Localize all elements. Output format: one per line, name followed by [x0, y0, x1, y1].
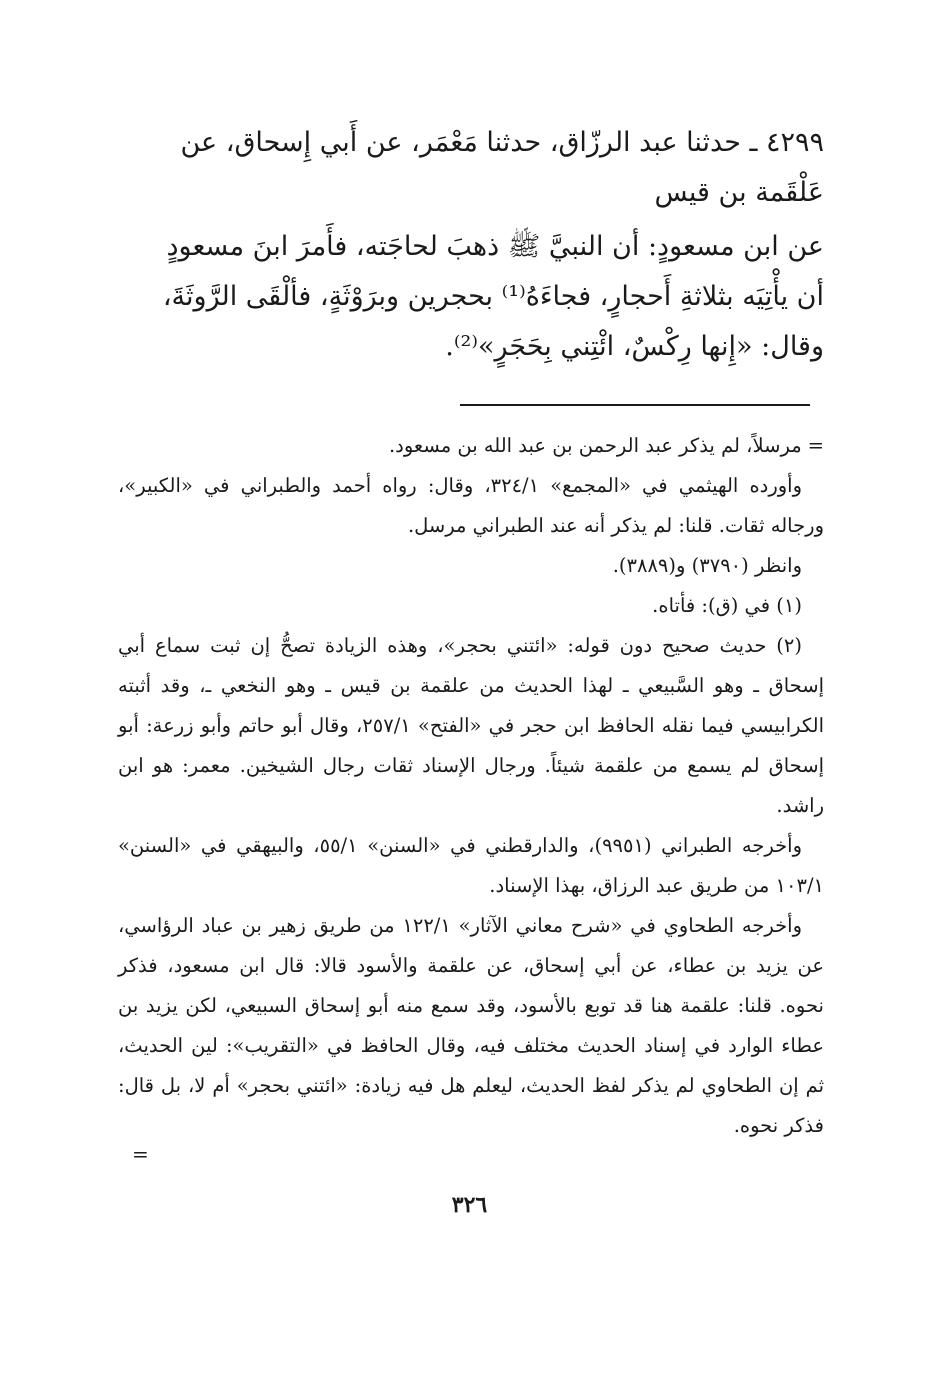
- trailing-continuation-marker: =: [132, 1142, 149, 1166]
- footnote-line-1: مرسلاً، لم يذكر عبد الرحمن بن عبد الله بن مسعود.: [388, 434, 802, 457]
- isnad-line-2: عَلْقَمة بن قيس: [654, 177, 824, 208]
- footnote-paragraph-majma: وأورده الهيثمي في «المجمع» ٣٢٤/١، وقال: رواه أحمد والطبراني في «الكبير»، ورجاله ثقات. قلنا: لم يذكر أنه عند الطبراني مرسل.: [118, 474, 824, 537]
- footnote-paragraph-tabarani: وأخرجه الطبراني (٩٩٥١)، والدارقطني في «السنن» ٥٥/١، والبيهقي في «السنن» ١٠٣/١ من طريق عبد الرزاق، بهذا الإسناد.: [118, 834, 824, 897]
- footnotes: [118, 426, 824, 1146]
- continuation-marker: =: [807, 434, 824, 457]
- matn-line-3: وقال: «إِنها رِكْسٌ، ائْتِني بِحَجَرٍ»⁽²⁾.: [445, 331, 824, 362]
- footnote-paragraph-see-also: وانظر (٣٧٩٠) و(٣٨٨٩).: [612, 554, 802, 577]
- footnote-paragraph-tahawi: وأخرجه الطحاوي في «شرح معاني الآثار» ١٢٢/١ من طريق زهير بن عباد الرؤاسي، عن يزيد بن عطاء، عن أبي إسحاق، عن علقمة والأسود قالا: قال ابن مسعود، فذكر نحوه. قلنا: علقمة هنا قد توبع بالأسود، وقد سمع منه أبو إسحاق السبيعي، لكن يزيد بن عطاء الوارد في إسناد الحديث مختلف فيه، وقال الحافظ في «التقريب»: لين الحديث، ثم إن الطحاوي لم يذكر لفظ الحديث، ليعلم هل فيه زيادة: «ائتني بحجر» أم لا، بل قال: فذكر نحوه.: [118, 914, 824, 1137]
- footnote-1: (١) في (ق): فأتاه.: [652, 594, 802, 617]
- isnad-line-1: ٤٢٩٩ ـ حدثنا عبد الرزّاق، حدثنا مَعْمَر، عن أَبي إِسحاق، عن: [180, 127, 824, 158]
- page-number: ٣٢٦: [451, 1192, 488, 1218]
- matn-line-2: أن يأْتِيَه بثلاثةِ أَحجارٍ، فجاءَهُ⁽¹⁾ بحجرين وبرَوْثَةٍ، فألْقَى الرَّوثَةَ،: [162, 281, 824, 312]
- footnote-divider: [460, 404, 810, 406]
- footnote-continuation: [118, 426, 824, 466]
- matn-line-1: عن ابن مسعودٍ: أن النبيَّ ﷺ ذهبَ لحاجَته، فأَمرَ ابنَ مسعودٍ: [166, 231, 824, 262]
- footnote-2: (٢) حديث صحيح دون قوله: «ائتني بحجر»، وهذه الزيادة تصحُّ إن ثبت سماع أبي إسحاق ـ وهو السَّبيعي ـ لهذا الحديث من علقمة بن قيس ـ وهو النخعي ـ، وقد أثبته الكرابيسي فيما نقله الحافظ ابن حجر في «الفتح» ٢٥٧/١، وقال أبو حاتم وأبو زرعة: أبو إسحاق لم يسمع من علقمة شيئاً. ورجال الإسناد ثقات رجال الشيخين. معمر: هو ابن راشد.: [118, 634, 824, 817]
- hadith-text: [118, 118, 824, 372]
